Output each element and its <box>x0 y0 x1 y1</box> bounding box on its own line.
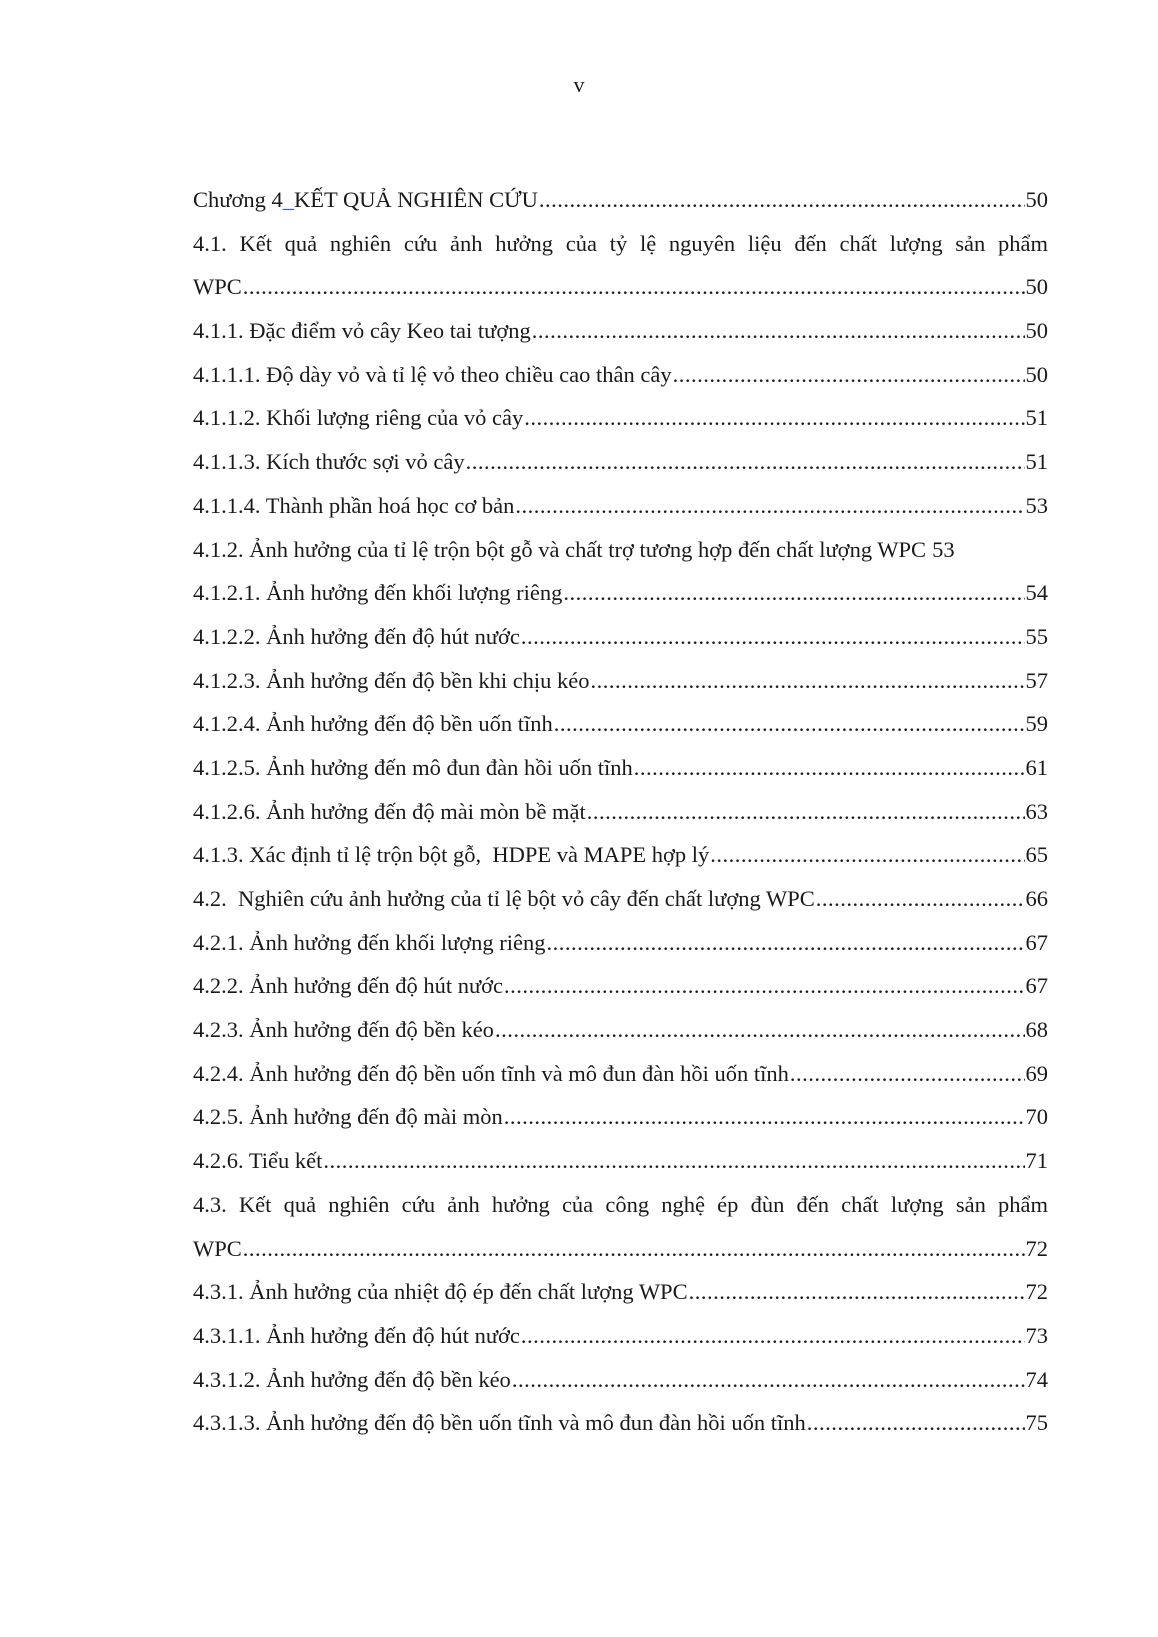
toc-entry-title: 4.1.1.2. Khối lượng riêng của vỏ cây <box>193 405 524 431</box>
toc-entry-page: 72 <box>1025 1279 1048 1305</box>
toc-entry-title: WPC <box>193 274 242 300</box>
toc-leader-dots <box>591 665 1025 697</box>
toc-leader-dots <box>323 1145 1024 1177</box>
toc-entry-title: 4.2.3. Ảnh hưởng đến độ bền kéo <box>193 1017 494 1043</box>
toc-entry-title: 4.1.1.3. Kích thước sợi vỏ cây <box>193 449 465 475</box>
toc-entry-title: WPC <box>193 1235 242 1261</box>
toc-entry-title: 4.1.2.3. Ảnh hưởng đến độ bền khi chịu kéo <box>193 667 590 693</box>
toc-entry-title: 4.1. Kết quả nghiên cứu ảnh hưởng của tỷ lệ nguyên liệu đến chất lượng sản phẩm <box>193 230 1048 256</box>
toc-entry-4-1-1-4[interactable] <box>193 490 1048 534</box>
toc-leader-dots <box>466 446 1025 478</box>
toc-entry-title: 4.1.3. Xác định tỉ lệ trộn bột gỗ, HDPE và MAPE hợp lý <box>193 842 710 868</box>
toc-entry-4-1-line1[interactable] <box>193 228 1048 272</box>
toc-entry-4-1-2-4[interactable] <box>193 708 1048 752</box>
toc-entry-page: 69 <box>1025 1060 1048 1086</box>
toc-entry-4-2-5[interactable] <box>193 1101 1048 1145</box>
toc-entry-4-1-1-2[interactable] <box>193 402 1048 446</box>
toc-entry-title: 4.1.1.1. Độ dày vỏ và tỉ lệ vỏ theo chiều cao thân cây <box>193 361 672 387</box>
toc-leader-dots <box>689 1276 1025 1308</box>
toc-entry-4-1-2-6[interactable] <box>193 796 1048 840</box>
toc-leader-dots <box>816 883 1025 915</box>
toc-entry-title: 4.1.2.4. Ảnh hưởng đến độ bền uốn tĩnh <box>193 711 553 737</box>
chapter-prefix: Chương 4 <box>193 187 283 212</box>
toc-entry-title: 4.3. Kết quả nghiên cứu ảnh hưởng của công nghệ ép đùn đến chất lượng sản phẩm <box>193 1191 1048 1217</box>
toc-leader-dots <box>790 1058 1025 1090</box>
toc-leader-dots <box>539 184 1025 216</box>
toc-entry-4-2-6[interactable] <box>193 1145 1048 1189</box>
toc-leader-dots <box>521 1320 1025 1352</box>
toc-entry-title: 4.1.1. Đặc điểm vỏ cây Keo tai tượng <box>193 318 531 344</box>
toc-leader-dots <box>634 752 1025 784</box>
toc-entry-4-1-1-3[interactable] <box>193 446 1048 490</box>
toc-entry-page: 68 <box>1025 1017 1048 1043</box>
table-of-contents <box>193 184 1048 1451</box>
toc-entry-page: 67 <box>1025 973 1048 999</box>
toc-leader-dots <box>563 577 1024 609</box>
toc-entry-title: 4.1.2.6. Ảnh hưởng đến độ mài mòn bề mặt <box>193 798 586 824</box>
toc-leader-dots <box>524 402 1024 434</box>
toc-entry-title: 4.2.4. Ảnh hưởng đến độ bền uốn tĩnh và mô đun đàn hồi uốn tĩnh <box>193 1060 789 1086</box>
toc-entry-4-3-1[interactable] <box>193 1276 1048 1320</box>
toc-entry-title: 4.2.2. Ảnh hưởng đến độ hút nước <box>193 973 504 999</box>
toc-entry-page: 72 <box>1025 1235 1048 1261</box>
toc-leader-dots <box>515 490 1024 522</box>
toc-entry-page: 57 <box>1025 667 1048 693</box>
toc-entry-title: 4.1.2.5. Ảnh hưởng đến mô đun đàn hồi uốn tĩnh <box>193 754 633 780</box>
toc-entry-page: 67 <box>1025 929 1048 955</box>
toc-entry-4-1-2[interactable] <box>193 534 1048 578</box>
toc-entry-page: 75 <box>1025 1410 1048 1436</box>
toc-entry-page: 61 <box>1025 754 1048 780</box>
toc-entry-page: 65 <box>1025 842 1048 868</box>
toc-entry-4-3-1-3[interactable] <box>193 1407 1048 1451</box>
toc-leader-dots <box>807 1407 1025 1439</box>
toc-leader-dots <box>547 927 1025 959</box>
toc-entry-page: 53 <box>1025 492 1048 518</box>
page-number: v <box>573 72 585 97</box>
toc-entry-4-2-2[interactable] <box>193 970 1048 1014</box>
toc-entry-4-1-2-5[interactable] <box>193 752 1048 796</box>
toc-entry-title: 4.2.1. Ảnh hưởng đến khối lượng riêng <box>193 929 546 955</box>
toc-entry-4-1-2-3[interactable] <box>193 665 1048 709</box>
toc-entry-title: 4.3.1.3. Ảnh hưởng đến độ bền uốn tĩnh và mô đun đàn hồi uốn tĩnh <box>193 1410 806 1436</box>
toc-entry-title: 4.2.6. Tiểu kết <box>193 1148 323 1174</box>
toc-entry-title: 4.2.5. Ảnh hưởng đến độ mài mòn <box>193 1104 503 1130</box>
toc-entry-page: 74 <box>1025 1366 1048 1392</box>
toc-entry-page: 55 <box>1025 623 1048 649</box>
toc-entry-4-3-line2[interactable] <box>193 1233 1048 1277</box>
toc-leader-dots <box>710 839 1024 871</box>
toc-leader-dots <box>521 621 1025 653</box>
toc-entry-page: 50 <box>1025 274 1048 300</box>
toc-leader-dots <box>243 1233 1025 1265</box>
toc-entry-4-3-1-1[interactable] <box>193 1320 1048 1364</box>
toc-entry-title <box>193 184 538 216</box>
toc-entry-4-3-1-2[interactable] <box>193 1364 1048 1408</box>
toc-leader-dots <box>504 970 1024 1002</box>
toc-entry-page: 50 <box>1025 361 1048 387</box>
toc-entry-chapter-4[interactable] <box>193 184 1048 228</box>
toc-entry-page: 51 <box>1025 405 1048 431</box>
toc-entry-title: 4.2. Nghiên cứu ảnh hưởng của tỉ lệ bột vỏ cây đến chất lượng WPC <box>193 886 815 911</box>
toc-entry-4-2-3[interactable] <box>193 1014 1048 1058</box>
toc-entry-page: 50 <box>1025 318 1048 344</box>
toc-entry-title: 4.3.1.2. Ảnh hưởng đến độ bền kéo <box>193 1366 511 1392</box>
toc-entry-page: 71 <box>1025 1148 1048 1174</box>
toc-entry-page: 70 <box>1025 1104 1048 1130</box>
toc-entry-4-1-line2[interactable] <box>193 271 1048 315</box>
toc-entry-title: 4.1.1.4. Thành phần hoá học cơ bản <box>193 492 515 518</box>
toc-entry-4-1-1-1[interactable] <box>193 359 1048 403</box>
chapter-title: KẾT QUẢ NGHIÊN CỨU <box>293 187 538 212</box>
toc-leader-dots <box>532 315 1025 347</box>
toc-entry-page: 50 <box>1025 187 1048 212</box>
toc-leader-dots <box>673 359 1025 391</box>
toc-entry-title: 4.1.2. Ảnh hưởng của tỉ lệ trộn bột gỗ và chất trợ tương hợp đến chất lượng WPC <box>193 536 927 562</box>
chapter-separator: _ <box>282 187 294 212</box>
toc-entry-page: 53 <box>932 536 955 562</box>
toc-entry-page: 59 <box>1025 711 1048 737</box>
toc-entry-title: 4.1.2.1. Ảnh hưởng đến khối lượng riêng <box>193 580 563 606</box>
toc-entry-title: 4.1.2.2. Ảnh hưởng đến độ hút nước <box>193 623 520 649</box>
toc-entry-page: 63 <box>1025 798 1048 824</box>
toc-entry-4-1-2-1[interactable] <box>193 577 1048 621</box>
toc-entry-page: 51 <box>1025 449 1048 475</box>
toc-entry-4-2[interactable] <box>193 883 1048 927</box>
toc-leader-dots <box>512 1364 1025 1396</box>
toc-entry-4-2-4[interactable] <box>193 1058 1048 1102</box>
toc-leader-dots <box>587 796 1025 828</box>
toc-entry-4-1-3[interactable] <box>193 839 1048 883</box>
toc-entry-page: 66 <box>1025 886 1048 911</box>
toc-entry-page: 73 <box>1025 1322 1048 1348</box>
toc-leader-dots <box>243 271 1025 303</box>
toc-entry-4-1-2-2[interactable] <box>193 621 1048 665</box>
toc-entry-page: 54 <box>1025 580 1048 606</box>
toc-leader-dots <box>504 1101 1025 1133</box>
toc-leader-dots <box>495 1014 1025 1046</box>
toc-entry-4-2-1[interactable] <box>193 927 1048 971</box>
toc-leader-dots <box>554 708 1025 740</box>
toc-entry-title: 4.3.1.1. Ảnh hưởng đến độ hút nước <box>193 1322 520 1348</box>
toc-entry-4-1-1[interactable] <box>193 315 1048 359</box>
toc-entry-title: 4.3.1. Ảnh hưởng của nhiệt độ ép đến chất lượng WPC <box>193 1279 688 1305</box>
toc-entry-4-3-line1[interactable] <box>193 1189 1048 1233</box>
